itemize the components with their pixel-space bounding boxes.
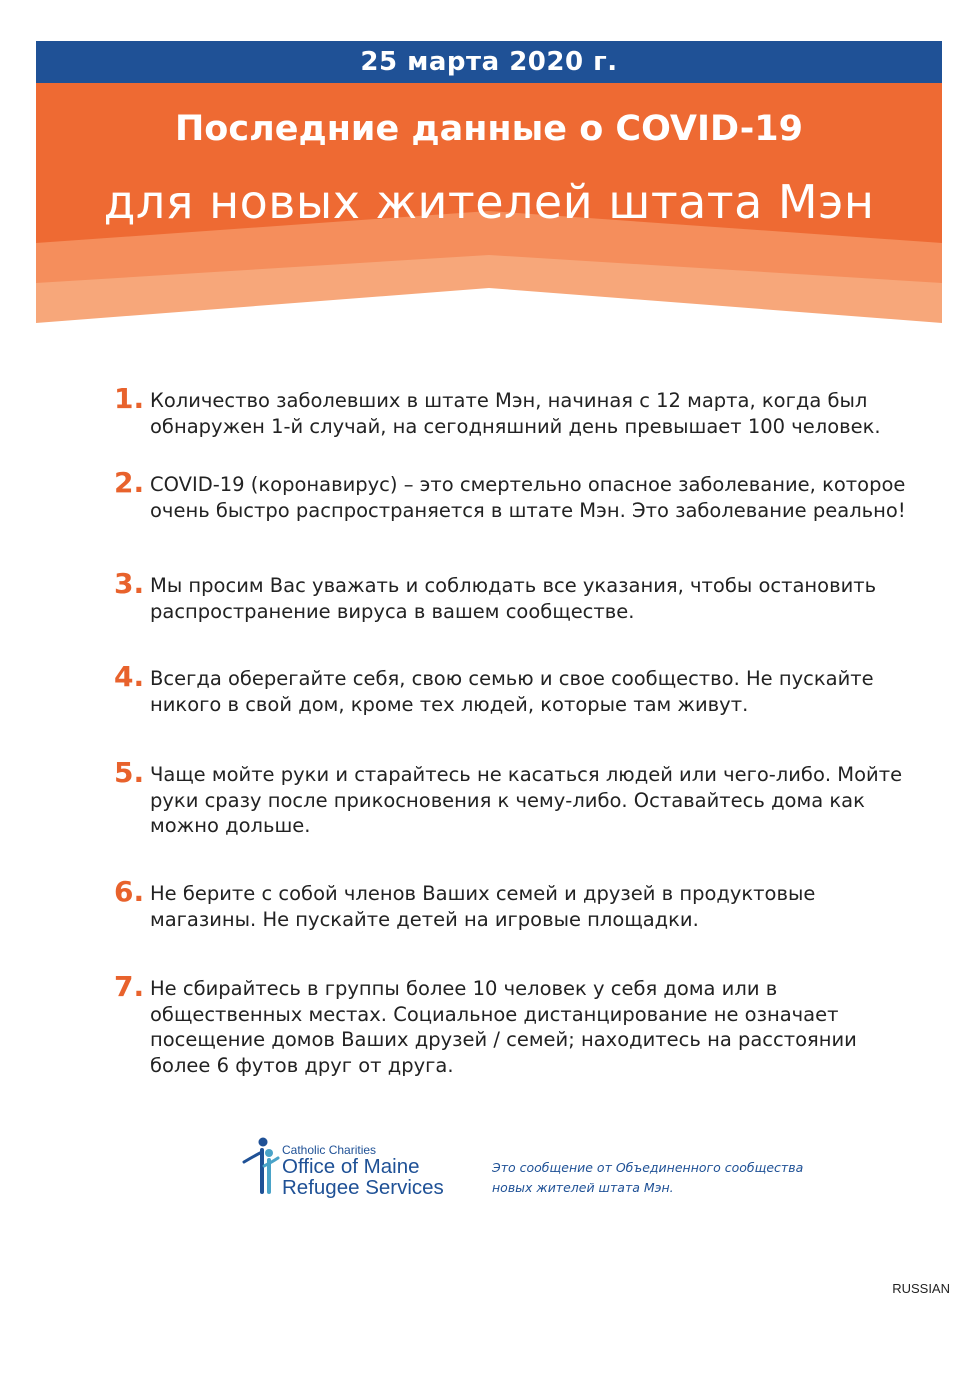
item-number: 3. bbox=[114, 567, 145, 600]
logo-line-1: Office of Maine bbox=[282, 1155, 420, 1178]
item-number: 2. bbox=[114, 466, 145, 499]
person-figure-icon bbox=[240, 1136, 280, 1196]
item-number: 1. bbox=[114, 382, 145, 415]
item-number: 4. bbox=[114, 660, 145, 693]
item-text: Чаще мойте руки и старайтесь не касаться людей или чего-либо. Мойте руки сразу после прикосновения к чему-либо. Оставайтесь дома как можно дольше. bbox=[150, 763, 903, 837]
title-line-1: Последние данные о COVID-19 bbox=[175, 109, 803, 149]
date-text: 25 марта 2020 г. bbox=[360, 47, 618, 77]
item-number: 7. bbox=[114, 970, 145, 1003]
item-text: COVID-19 (коронавирус) – это смертельно опасное заболевание, которое очень быстро распространяется в штате Мэн. Это заболевание реально! bbox=[150, 473, 906, 522]
title-banner bbox=[36, 83, 942, 323]
item-text: Всегда оберегайте себя, свою семью и свое сообщество. Не пускайте никого в свой дом, кроме тех людей, которые там живут. bbox=[150, 667, 874, 716]
organization-logo bbox=[240, 1136, 470, 1199]
logo-line-2: Refugee Services bbox=[282, 1176, 444, 1199]
language-label: RUSSIAN bbox=[892, 1281, 950, 1296]
item-text: Не сбирайтесь в группы более 10 человек у себя дома или в общественных местах. Социальное дистанцирование не означает посещение домов Ваших друзей / семей; находитесь на расстоянии более 6 футов друг от друга. bbox=[150, 977, 857, 1077]
logo-small-text: Catholic Charities bbox=[282, 1143, 377, 1157]
item-number: 6. bbox=[114, 875, 145, 908]
item-text: Количество заболевших в штате Мэн, начиная с 12 марта, когда был обнаружен 1-й случай, на сегодняшний день превышает 100 человек. bbox=[150, 389, 881, 438]
item-text: Не берите с собой членов Ваших семей и друзей в продуктовые магазины. Не пускайте детей на игровые площадки. bbox=[150, 882, 816, 931]
footer-message: Это сообщение от Объединенного сообщества новых жителей штата Мэн. bbox=[492, 1160, 804, 1195]
item-text: Мы просим Вас уважать и соблюдать все указания, чтобы остановить распространение вируса в вашем сообществе. bbox=[150, 574, 877, 623]
date-bar bbox=[36, 41, 942, 83]
item-number: 5. bbox=[114, 756, 145, 789]
title-line-2: для новых жителей штата Мэн bbox=[103, 175, 875, 229]
